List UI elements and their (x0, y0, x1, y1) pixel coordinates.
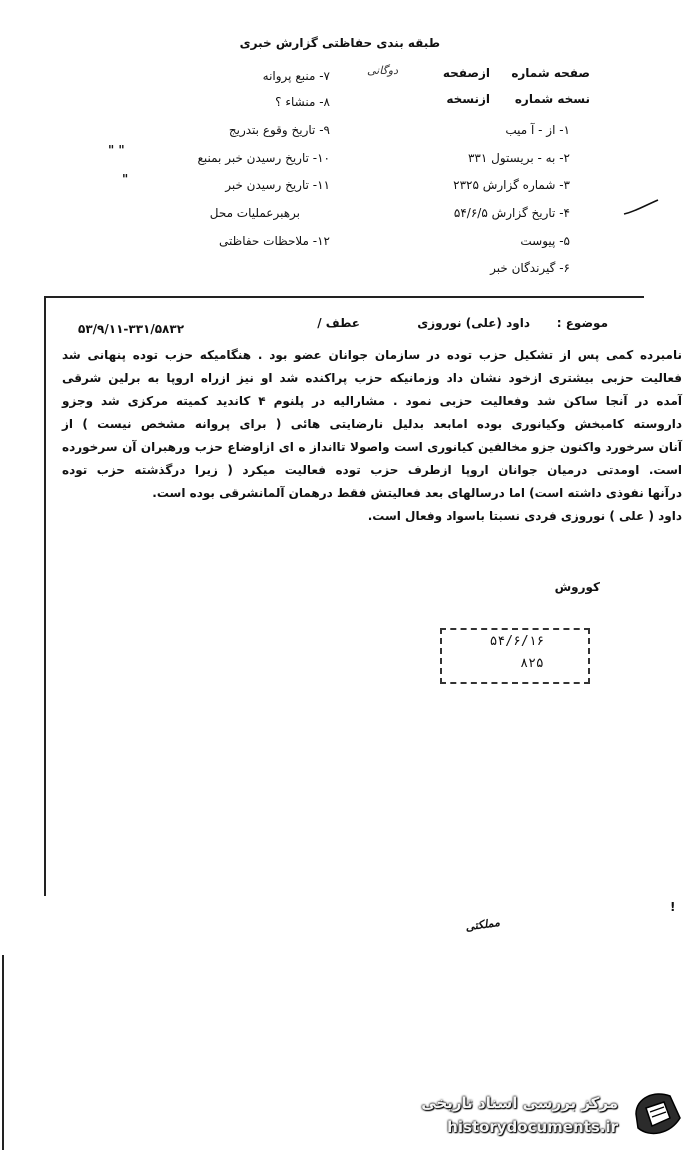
received-stamp (440, 628, 590, 684)
body-line: آنان سرخورد واکنون جزو مخالفین کیانوری است واصولا تاانداز ه ای ازاوضاع حزب ورهبران آن سرخورده (62, 440, 682, 454)
reference-label: عطف / (317, 316, 360, 330)
report-title: طبقه بندی حفاظتی گزارش خبری (239, 36, 440, 50)
page-number-label: صفحه شماره (511, 66, 590, 80)
body-line: نامبرده کمی پس از تشکیل حزب توده در سازمان جوانان عضو بود . هنگامیکه حزب توده پنهانی شد (62, 348, 682, 362)
page-of-value: دوگانی (366, 64, 398, 77)
field-security-notes: ۱۲- ملاحظات حفاظتی (219, 234, 330, 248)
body-line: فعالیت حزبی بیشتری ازخود نشان داد وزمانیکه حزب پراکنده شد او نیز ازراه اروپا به برلین شرقی (62, 371, 682, 385)
field-date-received-source: ۱۰- تاریخ رسیدن خبر بمنبع (197, 151, 330, 165)
field-from: ۱- از - آ میب (505, 123, 570, 137)
stamp-number: ۸۲۵ (520, 656, 544, 671)
report-body (62, 344, 682, 528)
field-local-ops: برهبرعملیات محل (209, 206, 300, 220)
pen-mark (622, 198, 662, 218)
field-recipients: ۶- گیرندگان خبر (490, 261, 570, 275)
footer-url[interactable]: historydocuments.ir (447, 1118, 618, 1136)
field-source: ۷- منبع پروانه (262, 69, 330, 83)
copy-number-label: نسخه شماره (514, 92, 590, 106)
archive-logo-icon (630, 1088, 688, 1140)
margin-note: مملکتی (464, 915, 501, 934)
body-line: درآنها نفوذی داشته است) اما درسالهای بعد فعالیتش فقط درهمان آلمانشرقی بوده است. (152, 486, 682, 500)
field-origin: ۸- منشاء ؟ (275, 95, 330, 109)
subject-label: موضوع : (556, 316, 608, 330)
page-of-label: ازصفحه (442, 66, 490, 80)
side-mark: ! (670, 900, 676, 914)
field-occurrence-date: ۹- تاریخ وقوع بتدریج (228, 123, 330, 137)
field-report-number: ۳- شماره گزارش ۲۳۲۵ (453, 178, 570, 192)
asterisk-mark: " (122, 172, 129, 186)
field-date-received: ۱۱- تاریخ رسیدن خبر (225, 178, 330, 192)
body-line: داود ( علی ) نوروزی فردی نسبتا باسواد وفعال است. (367, 509, 682, 523)
footer-org-name: مرکز بررسی اسناد تاریخی (421, 1094, 618, 1112)
subject-value: داود (علی) نوروزی (417, 316, 530, 330)
reference-number: ۵۳/۹/۱۱-۳۳۱/۵۸۳۲ (78, 322, 185, 336)
body-line: است. اومدتی درمیان جوانان اروپا ازطرف حزب توده فعالیت میکرد ( زیرا درگذشته حزب توده (62, 463, 682, 477)
body-line: داروسته کامبخش وکیانوری بوده امابعد بدلیل نارضایتی هائی ( برای پروانه مشخص نیست ) از (62, 417, 682, 431)
frame-left-border (44, 296, 46, 896)
stamp-date: ۵۴/۶/۱۶ (489, 634, 545, 649)
copy-of-label: ازنسخه (446, 92, 490, 106)
field-report-date: ۴- تاریخ گزارش ۵۴/۶/۵ (453, 206, 570, 220)
asterisk-mark: " " (108, 143, 125, 157)
field-to: ۲- به - بریستول ۳۳۱ (467, 151, 570, 165)
signature: کوروش (554, 580, 600, 594)
margin-line (2, 955, 4, 1150)
field-attachment: ۵- پیوست (520, 234, 570, 248)
body-line: آمده در آنجا ساکن شد وفعالیت حزبی نمود . مشارالیه در پلنوم ۴ کاندید کمیته مرکزی شد وجزو (62, 394, 682, 408)
frame-top-border (44, 296, 644, 298)
